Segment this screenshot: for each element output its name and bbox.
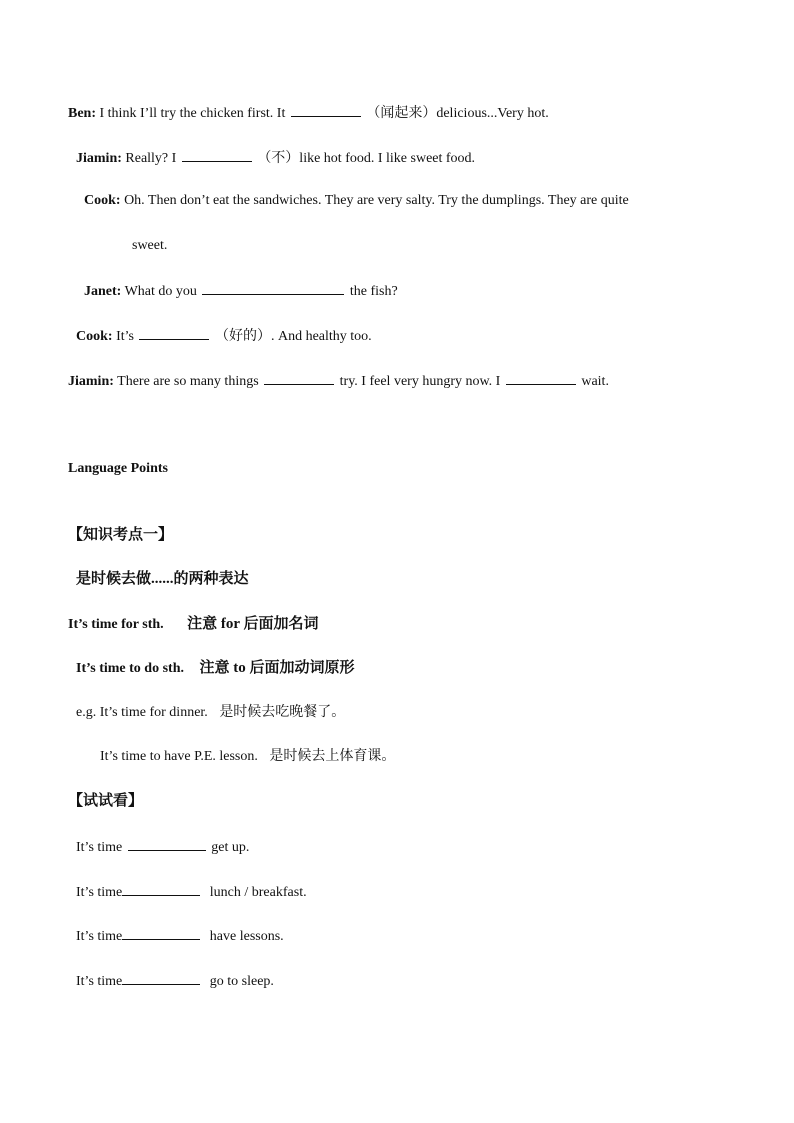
exercise-suffix: get up.	[211, 840, 250, 855]
rule-english: It’s time for sth.	[68, 617, 164, 632]
dialogue-line-3-continued	[132, 237, 167, 255]
grammar-rule-1	[68, 615, 319, 634]
example-2	[100, 748, 395, 766]
dialogue-text: （闻起来）delicious...Very hot.	[366, 106, 549, 121]
dialogue-text: try. I feel very hungry now. I	[339, 374, 501, 389]
example-chinese: 是时候去吃晚餐了。	[219, 705, 346, 720]
rule-chinese: 注意 for 后面加名词	[187, 616, 319, 632]
exercise-suffix: lunch / breakfast.	[209, 885, 307, 900]
speaker-label: Cook:	[76, 329, 113, 344]
dialogue-line-3	[84, 192, 629, 210]
example-english: It’s time to have P.E. lesson.	[100, 749, 258, 764]
example-1	[76, 704, 345, 722]
dialogue-text: （好的）. And healthy too.	[214, 329, 372, 344]
exercise-suffix: have lessons.	[209, 929, 284, 944]
dialogue-text: （不）like hot food. I like sweet food.	[257, 151, 476, 166]
knowledge-point-subtitle: 是时候去做......的两种表达	[76, 571, 249, 587]
knowledge-point-header: 【知识考点一】	[68, 527, 174, 543]
dialogue-text: sweet.	[132, 238, 168, 253]
answer-blank[interactable]	[122, 882, 200, 896]
dialogue-text: It’s	[116, 329, 134, 344]
speaker-label: Jiamin:	[68, 374, 114, 389]
dialogue-line-1	[68, 103, 549, 123]
example-chinese: 是时候去上体育课。	[269, 749, 396, 764]
speaker-label: Cook:	[84, 193, 121, 208]
dialogue-text: Oh. Then don’t eat the sandwiches. They are very salty. Try the dumplings. They are quite	[124, 193, 629, 208]
answer-blank[interactable]	[291, 103, 361, 117]
speaker-label: Jiamin:	[76, 151, 122, 166]
example-english: e.g. It’s time for dinner.	[76, 705, 208, 720]
answer-blank[interactable]	[264, 371, 334, 385]
dialogue-text: Really? I	[125, 151, 177, 166]
exercise-suffix: go to sleep.	[209, 974, 274, 989]
exercise-prefix: It’s time	[76, 974, 123, 989]
dialogue-line-2	[76, 148, 475, 168]
section-title: Language Points	[68, 461, 168, 476]
exercise-item	[76, 837, 249, 857]
exercise-prefix: It’s time	[76, 840, 123, 855]
try-it-header: 【试试看】	[68, 793, 144, 809]
grammar-rule-2	[76, 659, 354, 678]
dialogue-line-6	[68, 371, 609, 391]
dialogue-text: wait.	[581, 374, 609, 389]
dialogue-text: What do you	[124, 284, 197, 299]
rule-english: It’s time to do sth.	[76, 661, 184, 676]
dialogue-text: There are so many things	[117, 374, 259, 389]
dialogue-line-5	[76, 326, 372, 346]
answer-blank[interactable]	[182, 148, 252, 162]
exercise-prefix: It’s time	[76, 929, 123, 944]
dialogue-text: the fish?	[349, 284, 398, 299]
exercise-item	[76, 971, 274, 991]
dialogue-line-4	[84, 281, 398, 301]
answer-blank[interactable]	[202, 281, 344, 295]
dialogue-text: I think I’ll try the chicken first. It	[99, 106, 286, 121]
speaker-label: Janet:	[84, 284, 122, 299]
answer-blank[interactable]	[139, 326, 209, 340]
exercise-prefix: It’s time	[76, 885, 123, 900]
exercise-item	[76, 926, 284, 946]
answer-blank[interactable]	[506, 371, 576, 385]
rule-chinese: 注意 to 后面加动词原形	[199, 660, 355, 676]
exercise-item	[76, 882, 307, 902]
answer-blank[interactable]	[122, 926, 200, 940]
answer-blank[interactable]	[128, 837, 206, 851]
speaker-label: Ben:	[68, 106, 96, 121]
answer-blank[interactable]	[122, 971, 200, 985]
